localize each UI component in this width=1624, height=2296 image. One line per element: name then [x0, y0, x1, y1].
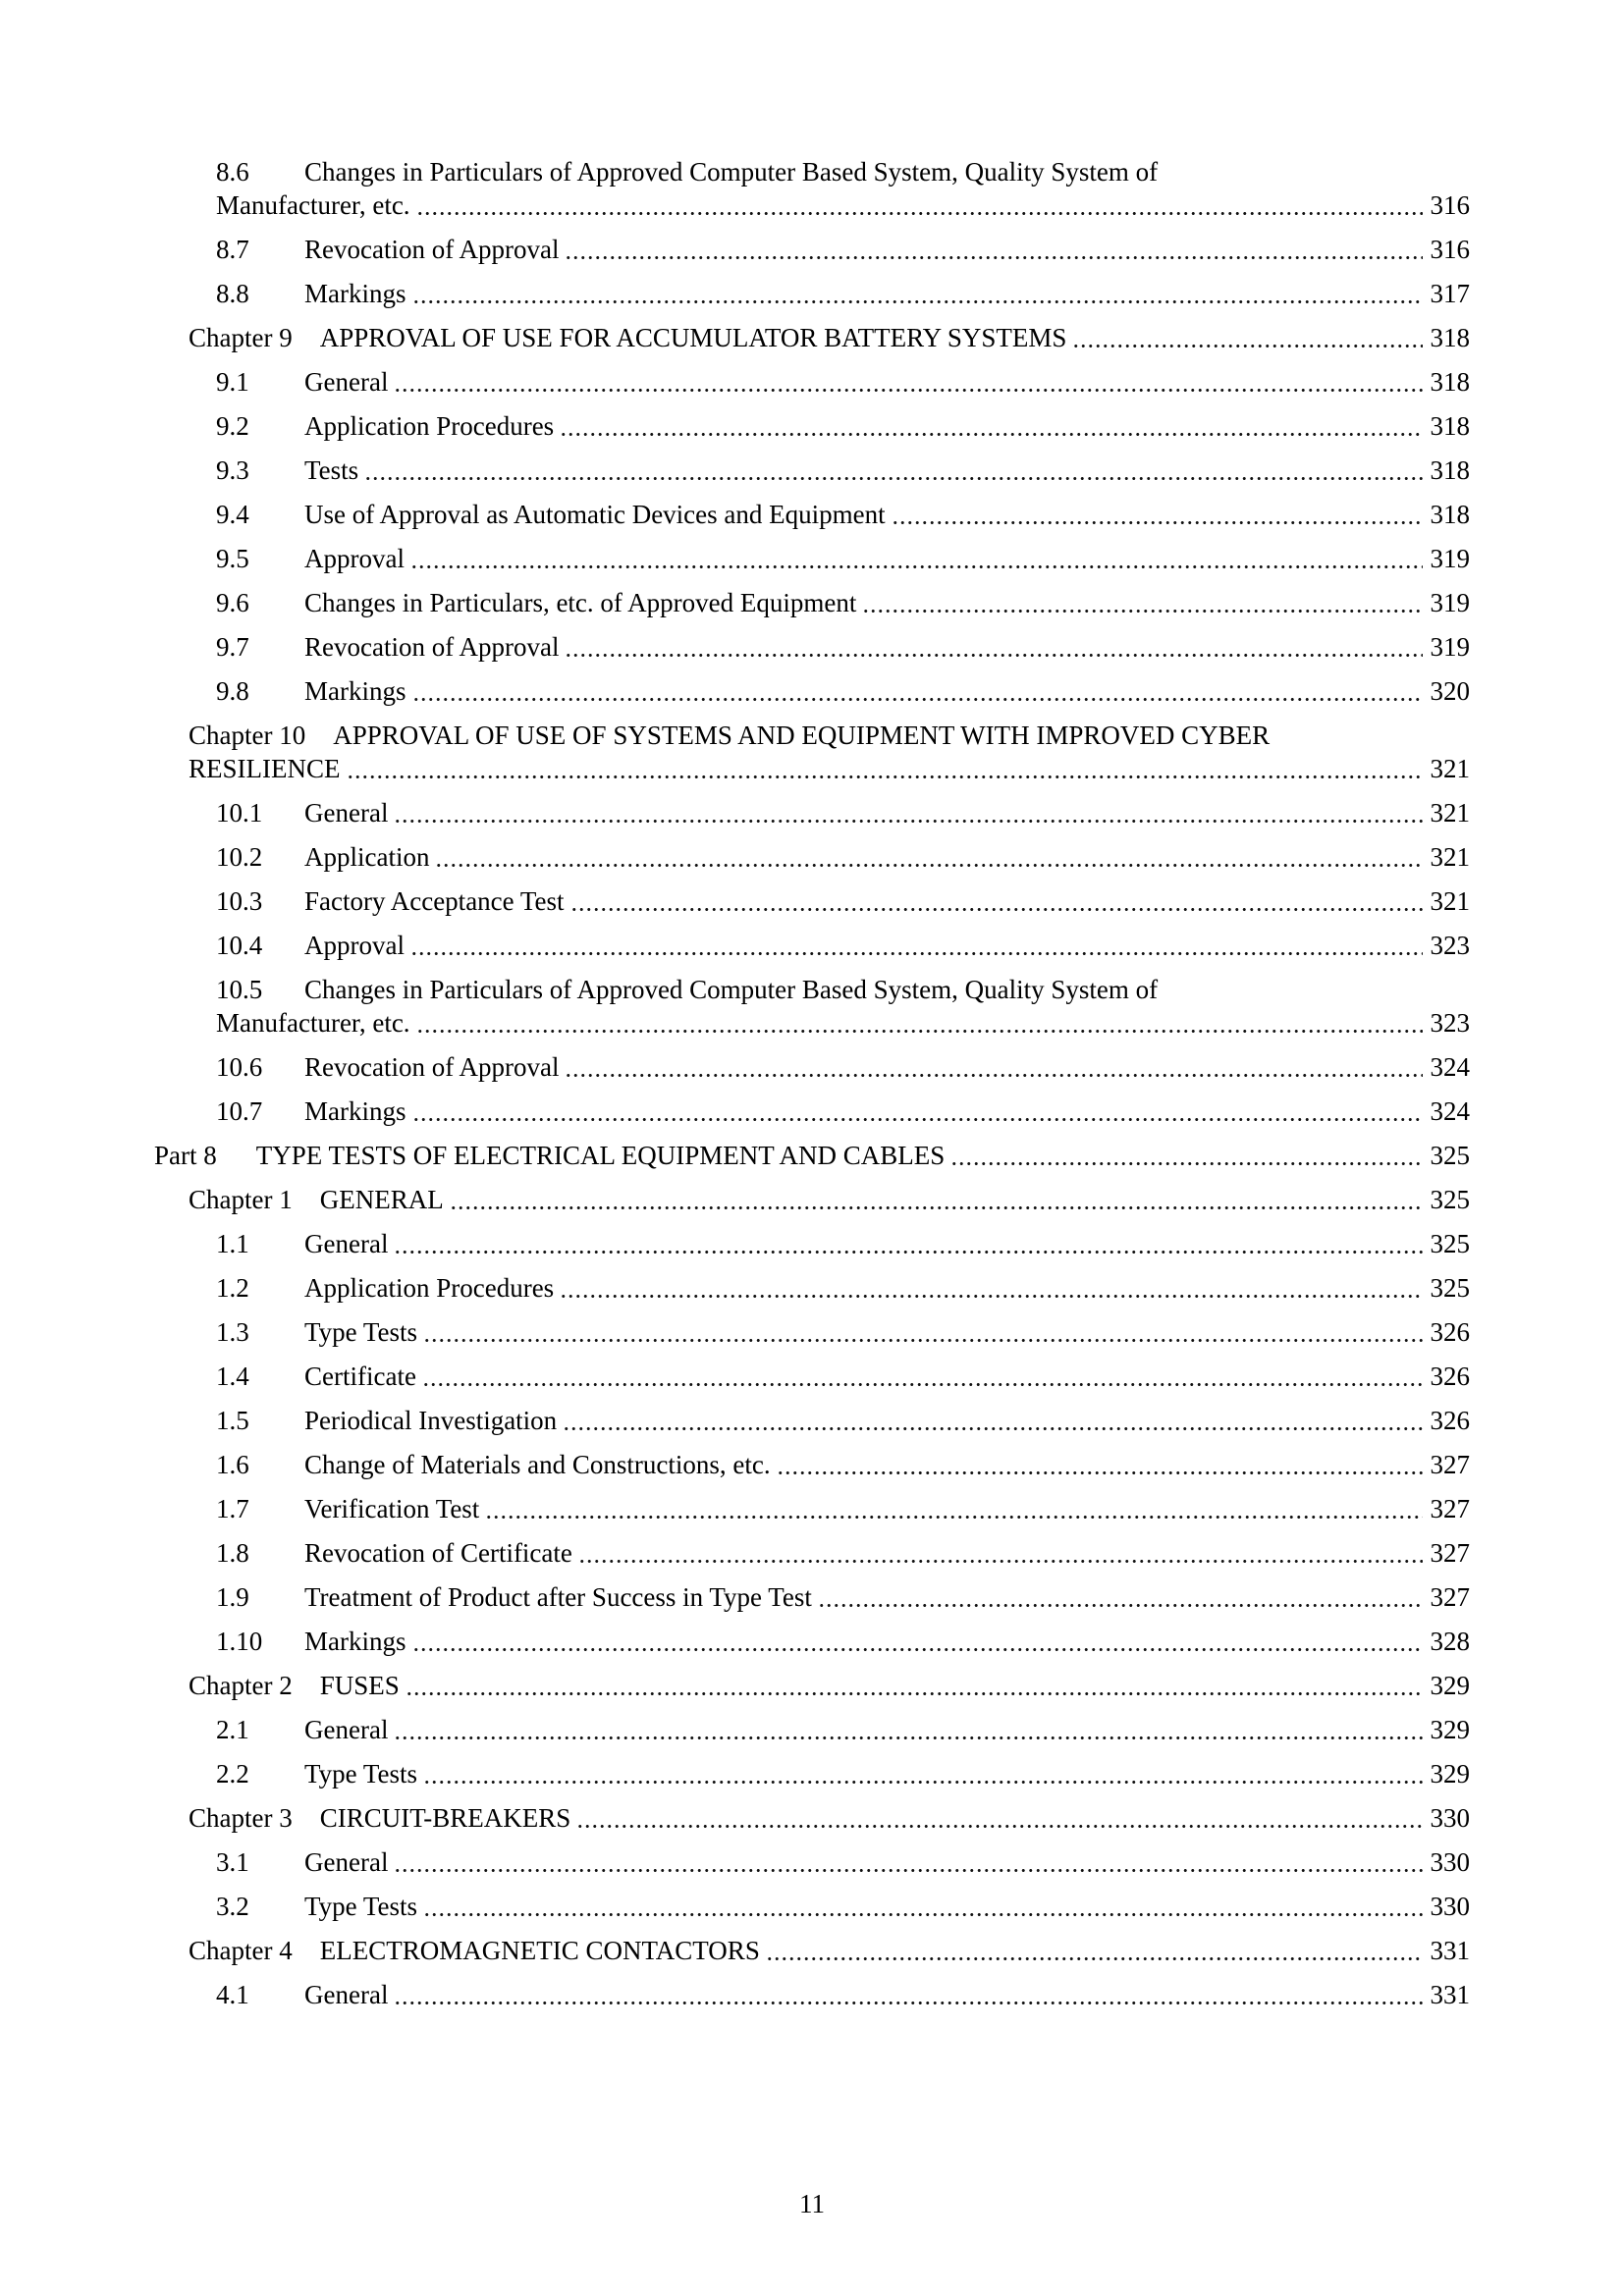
page-number: 318 [1430, 411, 1470, 441]
toc-entry-part-8 [154, 1139, 1470, 1172]
dot-leader [423, 1757, 1423, 1790]
entry-title: Factory Acceptance Test [304, 886, 565, 916]
entry-title: ELECTROMAGNETIC CONTACTORS [319, 1936, 760, 1965]
toc-entry-line2 [189, 752, 1470, 785]
toc-entry-9.2 [154, 409, 1470, 443]
page-number: 325 [1430, 1229, 1470, 1258]
entry-number: 10.3 [216, 886, 263, 916]
dot-leader [422, 1360, 1423, 1393]
entry-title: Changes in Particulars of Approved Computer Based System, Quality System of [304, 975, 1159, 1004]
dot-leader [394, 365, 1422, 399]
toc-entry-line [216, 630, 1470, 664]
page-number: 326 [1430, 1406, 1470, 1435]
dot-leader [412, 277, 1423, 310]
entry-title: Application [304, 842, 430, 872]
entry-title: General [304, 1980, 389, 2009]
entry-title: Verification Test [304, 1494, 480, 1523]
page-number: 323 [1430, 1008, 1470, 1038]
dot-leader [862, 586, 1422, 619]
toc-entry-line1 [216, 973, 1470, 1006]
dot-leader [412, 674, 1423, 708]
entry-title: General [304, 1229, 389, 1258]
page-number: 325 [1430, 1185, 1470, 1214]
entry-number: 1.2 [216, 1273, 249, 1303]
dot-leader [766, 1934, 1423, 1967]
dot-leader [565, 630, 1422, 664]
toc-entry-10.1 [154, 796, 1470, 829]
dot-leader [394, 1978, 1422, 2011]
toc-entry-1.3 [154, 1315, 1470, 1349]
toc-entry-line [216, 1845, 1470, 1879]
entry-title: General [304, 1715, 389, 1744]
entry-title: General [304, 798, 389, 828]
page-number: 331 [1430, 1980, 1470, 2009]
dot-leader [410, 929, 1423, 962]
page-number: 328 [1430, 1627, 1470, 1656]
toc-entry-1.9 [154, 1580, 1470, 1614]
entry-number: Part 8 [154, 1141, 217, 1170]
toc-entry-line [216, 929, 1470, 962]
toc-entry-1.6 [154, 1448, 1470, 1481]
toc-entry-line1 [189, 719, 1470, 752]
dot-leader [423, 1315, 1423, 1349]
toc-entry-9.1 [154, 365, 1470, 399]
page-number: 319 [1430, 588, 1470, 617]
toc-entry-line [216, 1978, 1470, 2011]
toc-entry-8.7 [154, 233, 1470, 266]
dot-leader [450, 1183, 1423, 1216]
toc-entry-line [216, 409, 1470, 443]
toc-entry-line [189, 1801, 1470, 1835]
toc-entry-line [189, 1183, 1470, 1216]
page-number: 330 [1430, 1892, 1470, 1921]
dot-leader [576, 1801, 1422, 1835]
toc-entry-line [216, 1271, 1470, 1305]
toc-entry-line [216, 542, 1470, 575]
toc-entry-line1 [216, 155, 1470, 188]
entry-title-continuation: Manufacturer, etc. [216, 190, 410, 220]
dot-leader [563, 1404, 1422, 1437]
entry-title: APPROVAL OF USE OF SYSTEMS AND EQUIPMENT WITH IMPROVED CYBER [333, 721, 1271, 750]
page-number: 324 [1430, 1052, 1470, 1082]
entry-number: 10.1 [216, 798, 263, 828]
entry-number: 8.6 [216, 157, 249, 187]
toc-entry-line [216, 1890, 1470, 1923]
entry-number: 9.1 [216, 367, 249, 397]
toc-entry-chapter-1 [154, 1183, 1470, 1216]
page-number: 329 [1430, 1759, 1470, 1789]
entry-title: GENERAL [319, 1185, 444, 1214]
toc-entry-line [216, 1625, 1470, 1658]
page-number: 325 [1430, 1141, 1470, 1170]
page-number: 323 [1430, 931, 1470, 960]
toc-entry-line [216, 1315, 1470, 1349]
toc-entry-2.1 [154, 1713, 1470, 1746]
entry-number: 10.6 [216, 1052, 263, 1082]
dot-leader [565, 233, 1422, 266]
entry-title: Change of Materials and Constructions, etc. [304, 1450, 771, 1479]
dot-leader [394, 1713, 1422, 1746]
toc-entry-1.7 [154, 1492, 1470, 1525]
entry-title: Approval [304, 544, 405, 573]
entry-number: 3.2 [216, 1892, 249, 1921]
entry-number: 10.4 [216, 931, 263, 960]
page-number: 330 [1430, 1803, 1470, 1833]
entry-number: 9.7 [216, 632, 249, 662]
toc-entry-line [216, 1448, 1470, 1481]
page-number: 321 [1430, 754, 1470, 783]
entry-number: Chapter 1 [189, 1185, 293, 1214]
entry-number: 9.8 [216, 676, 249, 706]
toc-entry-line [216, 1536, 1470, 1570]
entry-title: Revocation of Approval [304, 1052, 560, 1082]
entry-number: 1.1 [216, 1229, 249, 1258]
entry-title: FUSES [319, 1671, 400, 1700]
dot-leader [416, 1006, 1423, 1040]
dot-leader [410, 542, 1423, 575]
toc-entry-8.6 [154, 155, 1470, 222]
entry-number: 1.3 [216, 1317, 249, 1347]
toc-entry-3.2 [154, 1890, 1470, 1923]
dot-leader [412, 1625, 1423, 1658]
toc-entry-1.4 [154, 1360, 1470, 1393]
toc-entry-line [216, 365, 1470, 399]
dot-leader [394, 1845, 1422, 1879]
page-number: 318 [1430, 367, 1470, 397]
entry-number: 9.5 [216, 544, 249, 573]
toc-entry-chapter-3 [154, 1801, 1470, 1835]
toc-entry-line [216, 1227, 1470, 1260]
toc-entry-line [216, 277, 1470, 310]
entry-title: Changes in Particulars, etc. of Approved Equipment [304, 588, 857, 617]
toc-entry-10.5 [154, 973, 1470, 1040]
toc-entry-line [216, 1360, 1470, 1393]
page-number: 320 [1430, 676, 1470, 706]
toc-entry-1.5 [154, 1404, 1470, 1437]
toc-entry-9.6 [154, 586, 1470, 619]
page-number: 318 [1430, 500, 1470, 529]
dot-leader [570, 884, 1423, 918]
page-number: 321 [1430, 842, 1470, 872]
entry-number: 1.5 [216, 1406, 249, 1435]
dot-leader [578, 1536, 1423, 1570]
toc-entry-8.8 [154, 277, 1470, 310]
entry-number: 1.8 [216, 1538, 249, 1568]
entry-title: Revocation of Approval [304, 632, 560, 662]
entry-title: CIRCUIT-BREAKERS [319, 1803, 571, 1833]
toc-entry-9.3 [154, 454, 1470, 487]
toc-entry-9.8 [154, 674, 1470, 708]
page-number: 327 [1430, 1494, 1470, 1523]
page-number: 317 [1430, 279, 1470, 308]
entry-title: General [304, 1847, 389, 1877]
toc-entry-line2 [216, 1006, 1470, 1040]
page-number: 325 [1430, 1273, 1470, 1303]
toc-entry-4.1 [154, 1978, 1470, 2011]
toc-entry-line [216, 674, 1470, 708]
toc-entry-line [216, 498, 1470, 531]
entry-number: 1.7 [216, 1494, 249, 1523]
dot-leader [818, 1580, 1423, 1614]
entry-title: Type Tests [304, 1759, 417, 1789]
entry-number: 9.2 [216, 411, 249, 441]
entry-number: Chapter 10 [189, 721, 306, 750]
toc-entry-line [216, 586, 1470, 619]
entry-number: 1.4 [216, 1362, 249, 1391]
toc-entry-3.1 [154, 1845, 1470, 1879]
toc-entry-1.1 [154, 1227, 1470, 1260]
entry-number: 4.1 [216, 1980, 249, 2009]
toc-entry-chapter-4 [154, 1934, 1470, 1967]
dot-leader [364, 454, 1422, 487]
entry-title: Revocation of Certificate [304, 1538, 572, 1568]
entry-title: TYPE TESTS OF ELECTRICAL EQUIPMENT AND CABLES [255, 1141, 946, 1170]
entry-number: 10.7 [216, 1096, 263, 1126]
page-number: 331 [1430, 1936, 1470, 1965]
toc-entry-line [216, 1050, 1470, 1084]
toc-entry-10.6 [154, 1050, 1470, 1084]
page-number: 324 [1430, 1096, 1470, 1126]
toc-entry-line [216, 1713, 1470, 1746]
entry-number: 10.2 [216, 842, 263, 872]
entry-title: Markings [304, 1096, 406, 1126]
toc-entry-line [216, 233, 1470, 266]
toc-entry-chapter-10 [154, 719, 1470, 785]
entry-number: 9.4 [216, 500, 249, 529]
toc-entry-1.2 [154, 1271, 1470, 1305]
dot-leader [347, 752, 1423, 785]
dot-leader [412, 1095, 1423, 1128]
entry-number: 1.9 [216, 1582, 249, 1612]
toc-entry-chapter-2 [154, 1669, 1470, 1702]
entry-number: Chapter 9 [189, 323, 293, 352]
entry-number: Chapter 4 [189, 1936, 293, 1965]
entry-number: 8.8 [216, 279, 249, 308]
toc-entry-10.2 [154, 840, 1470, 874]
entry-number: 10.5 [216, 975, 263, 1004]
dot-leader [394, 1227, 1422, 1260]
entry-number: Chapter 2 [189, 1671, 293, 1700]
entry-title: Tests [304, 455, 359, 485]
dot-leader [560, 409, 1422, 443]
page-number: 319 [1430, 632, 1470, 662]
dot-leader [892, 498, 1423, 531]
entry-number: 1.10 [216, 1627, 263, 1656]
entry-title: Certificate [304, 1362, 416, 1391]
page-number: 329 [1430, 1715, 1470, 1744]
entry-title: Use of Approval as Automatic Devices and Equipment [304, 500, 886, 529]
dot-leader [565, 1050, 1422, 1084]
toc-entry-line [216, 1580, 1470, 1614]
entry-number: 9.6 [216, 588, 249, 617]
page-number: 330 [1430, 1847, 1470, 1877]
page-number: 316 [1430, 190, 1470, 220]
entry-title: Type Tests [304, 1317, 417, 1347]
dot-leader [423, 1890, 1423, 1923]
page-number: 318 [1430, 455, 1470, 485]
toc-entry-10.4 [154, 929, 1470, 962]
entry-title: APPROVAL OF USE FOR ACCUMULATOR BATTERY SYSTEMS [319, 323, 1067, 352]
entry-title: General [304, 367, 389, 397]
toc-entry-9.5 [154, 542, 1470, 575]
entry-title: Type Tests [304, 1892, 417, 1921]
toc-entry-line [216, 1095, 1470, 1128]
toc-entry-line2 [216, 188, 1470, 222]
dot-leader [950, 1139, 1422, 1172]
toc-entry-1.10 [154, 1625, 1470, 1658]
entry-title: Changes in Particulars of Approved Computer Based System, Quality System of [304, 157, 1159, 187]
toc-entry-line [216, 1757, 1470, 1790]
toc-entry-1.8 [154, 1536, 1470, 1570]
dot-leader [1072, 321, 1422, 354]
toc-entry-10.7 [154, 1095, 1470, 1128]
entry-title: Periodical Investigation [304, 1406, 558, 1435]
page-number: 316 [1430, 235, 1470, 264]
dot-leader [435, 840, 1422, 874]
toc-entry-9.4 [154, 498, 1470, 531]
entry-number: 8.7 [216, 235, 249, 264]
toc-entry-line [216, 796, 1470, 829]
page-number: 327 [1430, 1450, 1470, 1479]
entry-title-continuation: RESILIENCE [189, 754, 341, 783]
dot-leader [394, 796, 1422, 829]
dot-leader [485, 1492, 1422, 1525]
entry-number: 9.3 [216, 455, 249, 485]
page-number: 321 [1430, 798, 1470, 828]
entry-title: Approval [304, 931, 405, 960]
dot-leader [406, 1669, 1423, 1702]
page-number: 329 [1430, 1671, 1470, 1700]
page-number: 326 [1430, 1362, 1470, 1391]
toc-entry-line [189, 321, 1470, 354]
toc-entry-line [154, 1139, 1470, 1172]
toc-entry-9.7 [154, 630, 1470, 664]
entry-number: Chapter 3 [189, 1803, 293, 1833]
entry-title: Application Procedures [304, 1273, 555, 1303]
entry-title: Application Procedures [304, 411, 555, 441]
toc-entry-line [189, 1934, 1470, 1967]
dot-leader [560, 1271, 1422, 1305]
toc-entry-2.2 [154, 1757, 1470, 1790]
page-number: 319 [1430, 544, 1470, 573]
toc-entry-line [216, 840, 1470, 874]
toc-entry-line [216, 884, 1470, 918]
footer-page-number: 11 [799, 2189, 825, 2218]
entry-number: 3.1 [216, 1847, 249, 1877]
entry-number: 2.2 [216, 1759, 249, 1789]
entry-title: Treatment of Product after Success in Type Test [304, 1582, 812, 1612]
toc-entry-line [216, 1404, 1470, 1437]
entry-title: Markings [304, 1627, 406, 1656]
entry-title: Markings [304, 676, 406, 706]
toc-entry-chapter-9 [154, 321, 1470, 354]
toc-entry-10.3 [154, 884, 1470, 918]
entry-title: Revocation of Approval [304, 235, 560, 264]
page-number: 326 [1430, 1317, 1470, 1347]
page-number: 327 [1430, 1538, 1470, 1568]
entry-number: 1.6 [216, 1450, 249, 1479]
toc-entry-line [189, 1669, 1470, 1702]
entry-number: 2.1 [216, 1715, 249, 1744]
toc-entry-line [216, 454, 1470, 487]
entry-title-continuation: Manufacturer, etc. [216, 1008, 410, 1038]
page-number: 318 [1430, 323, 1470, 352]
toc-entry-line [216, 1492, 1470, 1525]
entry-title: Markings [304, 279, 406, 308]
table-of-contents [154, 155, 1470, 2022]
page-number: 321 [1430, 886, 1470, 916]
dot-leader [416, 188, 1423, 222]
page-number: 327 [1430, 1582, 1470, 1612]
dot-leader [777, 1448, 1423, 1481]
